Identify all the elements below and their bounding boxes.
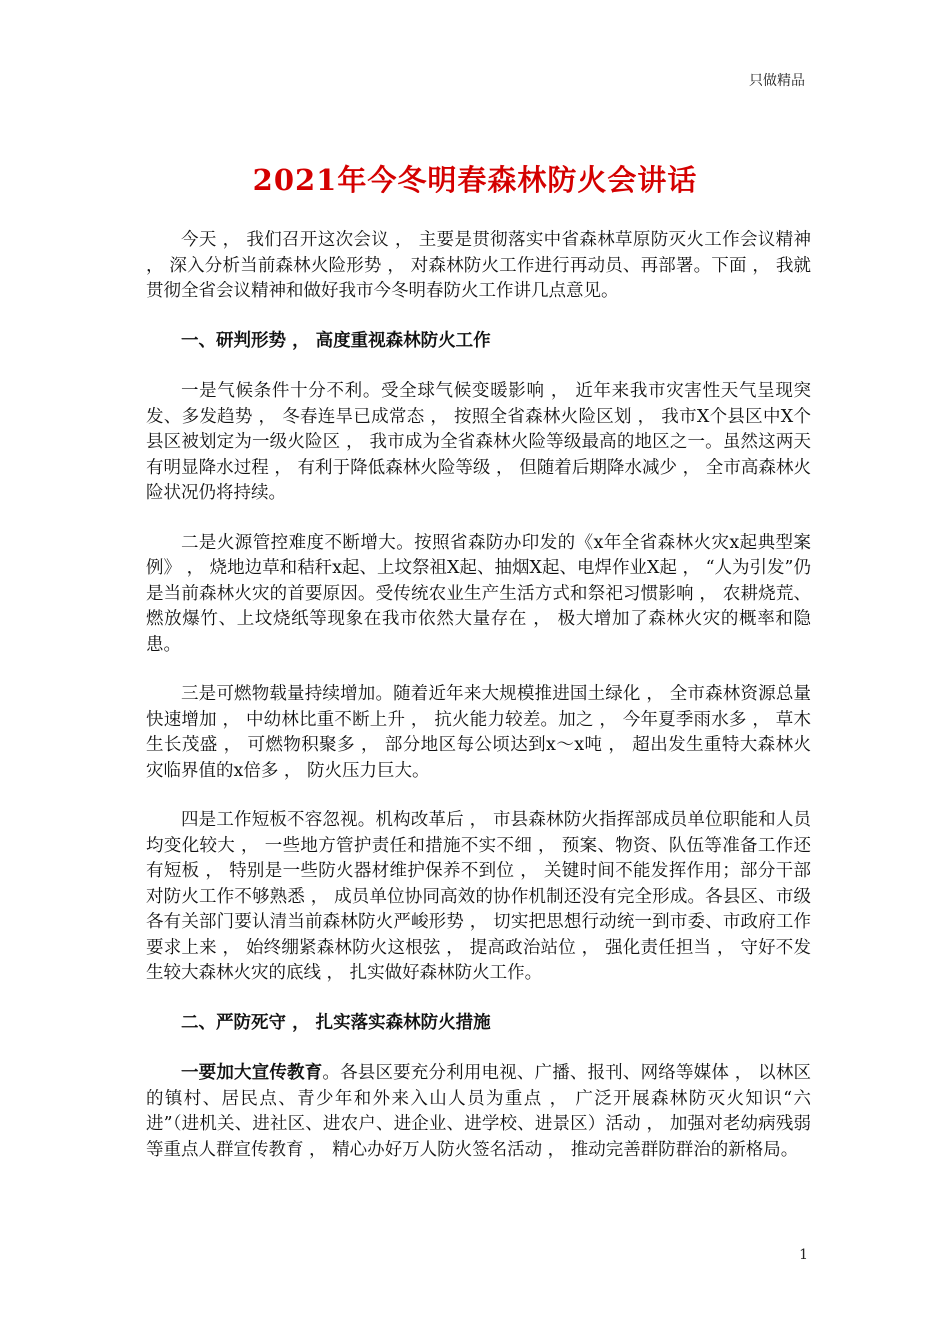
paragraph-lead-text: 一要加大宣传教育 <box>181 1063 323 1083</box>
document-body <box>146 228 811 1187</box>
section1-paragraph-2: 二是火源管控难度不断增大。按照省森防办印发的《x年全省森林火灾x起典型案例》 ， 烧地边草和秸秆x起、上坟祭祖X起、抽烟X起、电焊作业X起 ， “人为引发”仍是当前森林火灾的首要原因。受传统农业生产生活方式和祭祀习惯影响 ， 农耕烧荒、燃放爆竹、上坟烧纸等现象在我市依然大量存在 ， 极大增加了森林火灾的概率和隐患。 <box>146 532 811 655</box>
section1-paragraph-4: 四是工作短板不容忽视。机构改革后 ， 市县森林防火指挥部成员单位职能和人员均变化较大 ， 一些地方管护责任和措施不实不细 ， 预案、物资、队伍等准备工作还有短板 ， 特别是一些防火器材维护保养不到位 ， 关键时间不能发挥作用；部分干部对防火工作不够熟悉 ， 成员单位协同高效的协作机制还没有完全形成。各县区、市级各有关部门要认清当前森林防火严峻形势 ， 切实把思想行动统一到市委、市政府工作要求上来 ， 始终绷紧森林防火这根弦 ， 提高政治站位 ， 强化责任担当 ， 守好不发生较大森林火灾的底线 ， 扎实做好森林防火工作。 <box>146 810 811 983</box>
section1-paragraph-1: 一是气候条件十分不利。受全球气候变暖影响 ， 近年来我市灾害性天气呈现突发、多发趋势 ， 冬春连旱已成常态 ， 按照全省森林火险区划 ， 我市X个县区中X个县区被划定为一级火险区 ， 我市成为全省森林火险等级最高的地区之一。虽然这两天有明显降水过程 ， 有利于降低森林火险等级 ， 但随着后期降水减少 ， 全市高森林火险状况仍将持续。 <box>146 381 811 503</box>
header-note: 只做精品 <box>749 73 805 89</box>
section-heading-1: 一、研判形势 ， 高度重视森林防火工作 <box>181 330 491 351</box>
section1-paragraph-3: 三是可燃物载量持续增加。随着近年来大规模推进国土绿化 ， 全市森林资源总量快速增加 ， 中幼林比重不断上升 ， 抗火能力较差。加之 ， 今年夏季雨水多 ， 草木生长茂盛 ， 可燃物积聚多 ， 部分地区每公顷达到x～x吨 ， 超出发生重特大森林火灾临界值的x倍多 ， 防火压力巨大。 <box>146 684 811 781</box>
section-heading-2: 二、严防死守 ， 扎实落实森林防火措施 <box>181 1012 491 1033</box>
page-title: 2021年今冬明春森林防火会讲话 <box>252 163 698 197</box>
paragraph-body-text: 。各县区要充分利用电视、广播、报刊、网络等媒体 ， 以林区的镇村、居民点、青少年和外来入山人员为重点 ， 广泛开展森林防灭火知识“六进”（进机关、进社区、进农户、进企业、进学校、进景区）活动 ， 加强对老幼病残弱等重点人群宣传教育 ， 精心办好万人防火签名活动 ， 推动完善群防群治的新格局。 <box>146 1063 812 1160</box>
section2-paragraph-1 <box>146 1061 811 1163</box>
page-number: 1 <box>799 1247 808 1263</box>
intro-paragraph: 今天 ， 我们召开这次会议 ， 主要是贯彻落实中省森林草原防灭火工作会议精神 ， 深入分析当前森林火险形势 ， 对森林防火工作进行再动员、再部署。下面 ， 我就贯彻全省会议精神和做好我市今冬明春防火工作讲几点意见。 <box>146 230 811 301</box>
